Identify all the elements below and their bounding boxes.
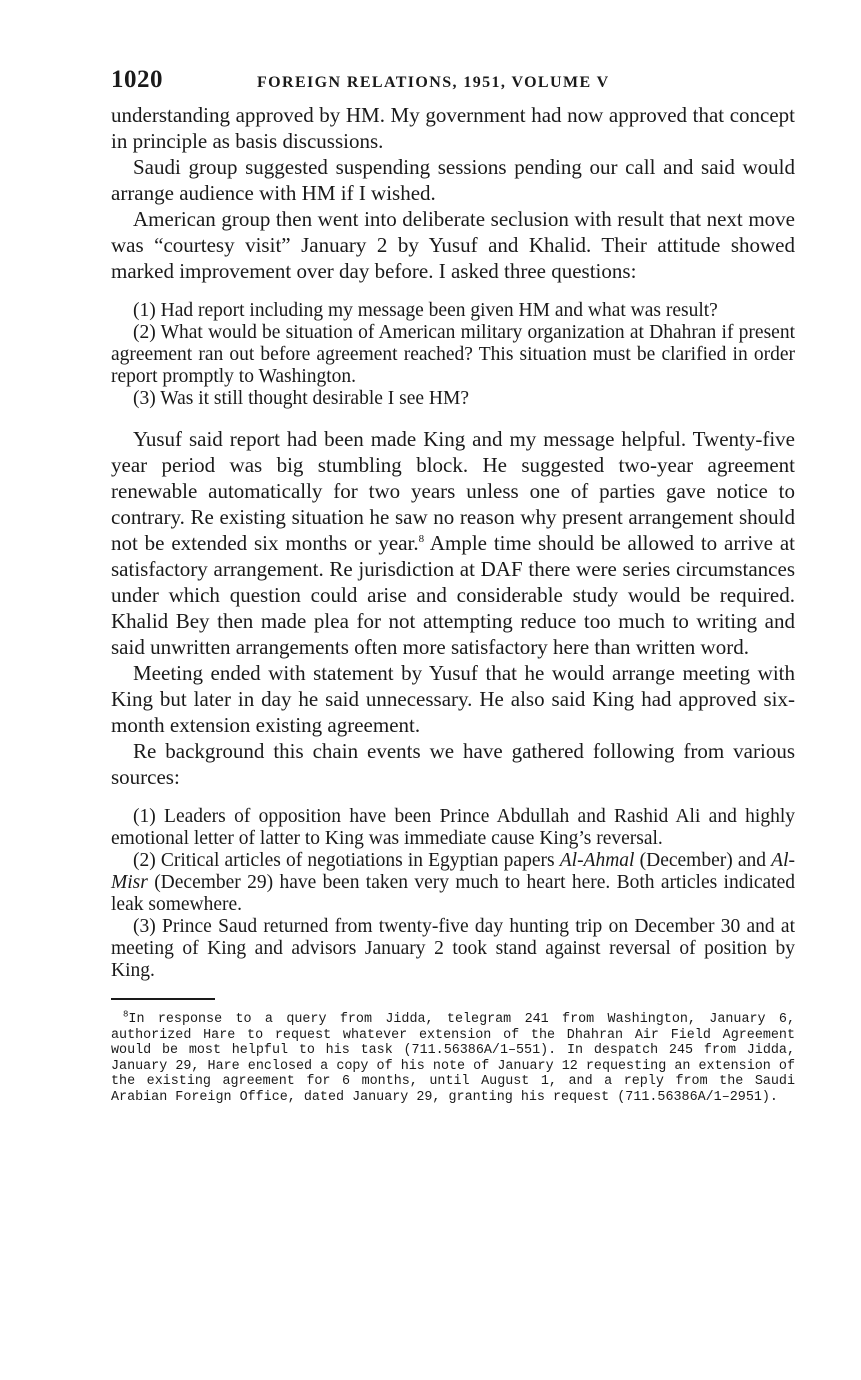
question-1: (1) Had report including my message been given HM and what was result?: [133, 300, 718, 321]
source-item-2: [111, 850, 795, 916]
footnote-8: [111, 1009, 795, 1105]
paragraph-meeting-ended: Meeting ended with statement by Yusuf that he would arrange meeting with King but later in day he said unnecessary. He also said King had approved six-month extension existing agreement.: [111, 661, 795, 737]
source-item-2-text-a: (2) Critical articles of negotiations in Egyptian papers: [133, 850, 560, 871]
paragraph-saudi-group: Saudi group suggested suspending sessions pending our call and said would arrange audience with HM if I wished.: [111, 155, 795, 205]
footnote-ref-8[interactable]: 8: [418, 533, 425, 545]
footnote-mark: 8: [123, 1009, 129, 1020]
source-item-2-text-c: (December 29) have been taken very much to heart here. Both articles indicated leak somewhere.: [111, 872, 795, 915]
body-text: [111, 102, 795, 982]
question-3: (3) Was it still thought desirable I see HM?: [133, 388, 470, 409]
running-head: FOREIGN RELATIONS, 1951, VOLUME V: [257, 74, 610, 91]
sources-list: [111, 806, 795, 982]
paper-name-al-ahmal: Al-Ahmal: [559, 850, 635, 871]
paragraph-yusuf-reply-b: Ample time should be allowed to arrive at satisfactory arrangement. Re jurisdiction at DAF there were series circumstances under which question could arise and considerable study would be required. Khalid Bey then made plea for not attempting reduce too much to writing and said unwritten arrangements often more satisfactory here than written word.: [111, 531, 795, 659]
paper-name-al-misr: Al-Misr: [111, 850, 795, 893]
source-item-1: (1) Leaders of opposition have been Prince Abdullah and Rashid Ali and highly emotional letter of latter to King was immediate cause King’s reversal.: [111, 806, 795, 849]
page-header: [111, 62, 795, 102]
page-number: 1020: [111, 66, 163, 93]
source-item-2-text-b: (December) and: [634, 850, 772, 871]
document-page: [111, 62, 795, 1105]
questions-list: [111, 300, 795, 410]
source-item-3: (3) Prince Saud returned from twenty-five day hunting trip on December 30 and at meeting of King and advisors January 2 took stand against reversal of position by King.: [111, 916, 795, 981]
paragraph-continued: understanding approved by HM. My government had now approved that concept in principle as basis discussions.: [111, 103, 795, 153]
paragraph-background: Re background this chain events we have gathered following from various sources:: [111, 739, 795, 789]
question-2: (2) What would be situation of American military organization at Dhahran if present agreement ran out before agreement reached? This situation must be clarified in order report promptly to Washington.: [111, 322, 795, 387]
footnote-divider: [111, 998, 215, 1000]
paragraph-american-group: American group then went into deliberate seclusion with result that next move was “courtesy visit” January 2 by Yusuf and Khalid. Their attitude showed marked improvement over day before. I asked three questions:: [111, 207, 795, 283]
paragraph-yusuf-reply: [111, 426, 795, 660]
footnote-text: In response to a query from Jidda, telegram 241 from Washington, January 6, authorized Hare to request whatever extension of the Dhahran Air Field Agreement would be most helpful to his task (711.56386A/1–551). In despatch 245 from Jidda, January 29, Hare enclosed a copy of his note of January 12 requesting an extension of the existing agreement for 6 months, until August 1, and a reply from the Saudi Arabian Foreign Office, dated January 29, granting his request (711.56386A/1–2951).: [111, 1012, 795, 1105]
paragraph-yusuf-reply-a: Yusuf said report had been made King and my message helpful. Twenty-five year period was big stumbling block. He suggested two-year agreement renewable automatically for two years unless one of parties gave notice to contrary. Re existing situation he saw no reason why present arrangement should not be extended six months or year.: [111, 427, 795, 555]
